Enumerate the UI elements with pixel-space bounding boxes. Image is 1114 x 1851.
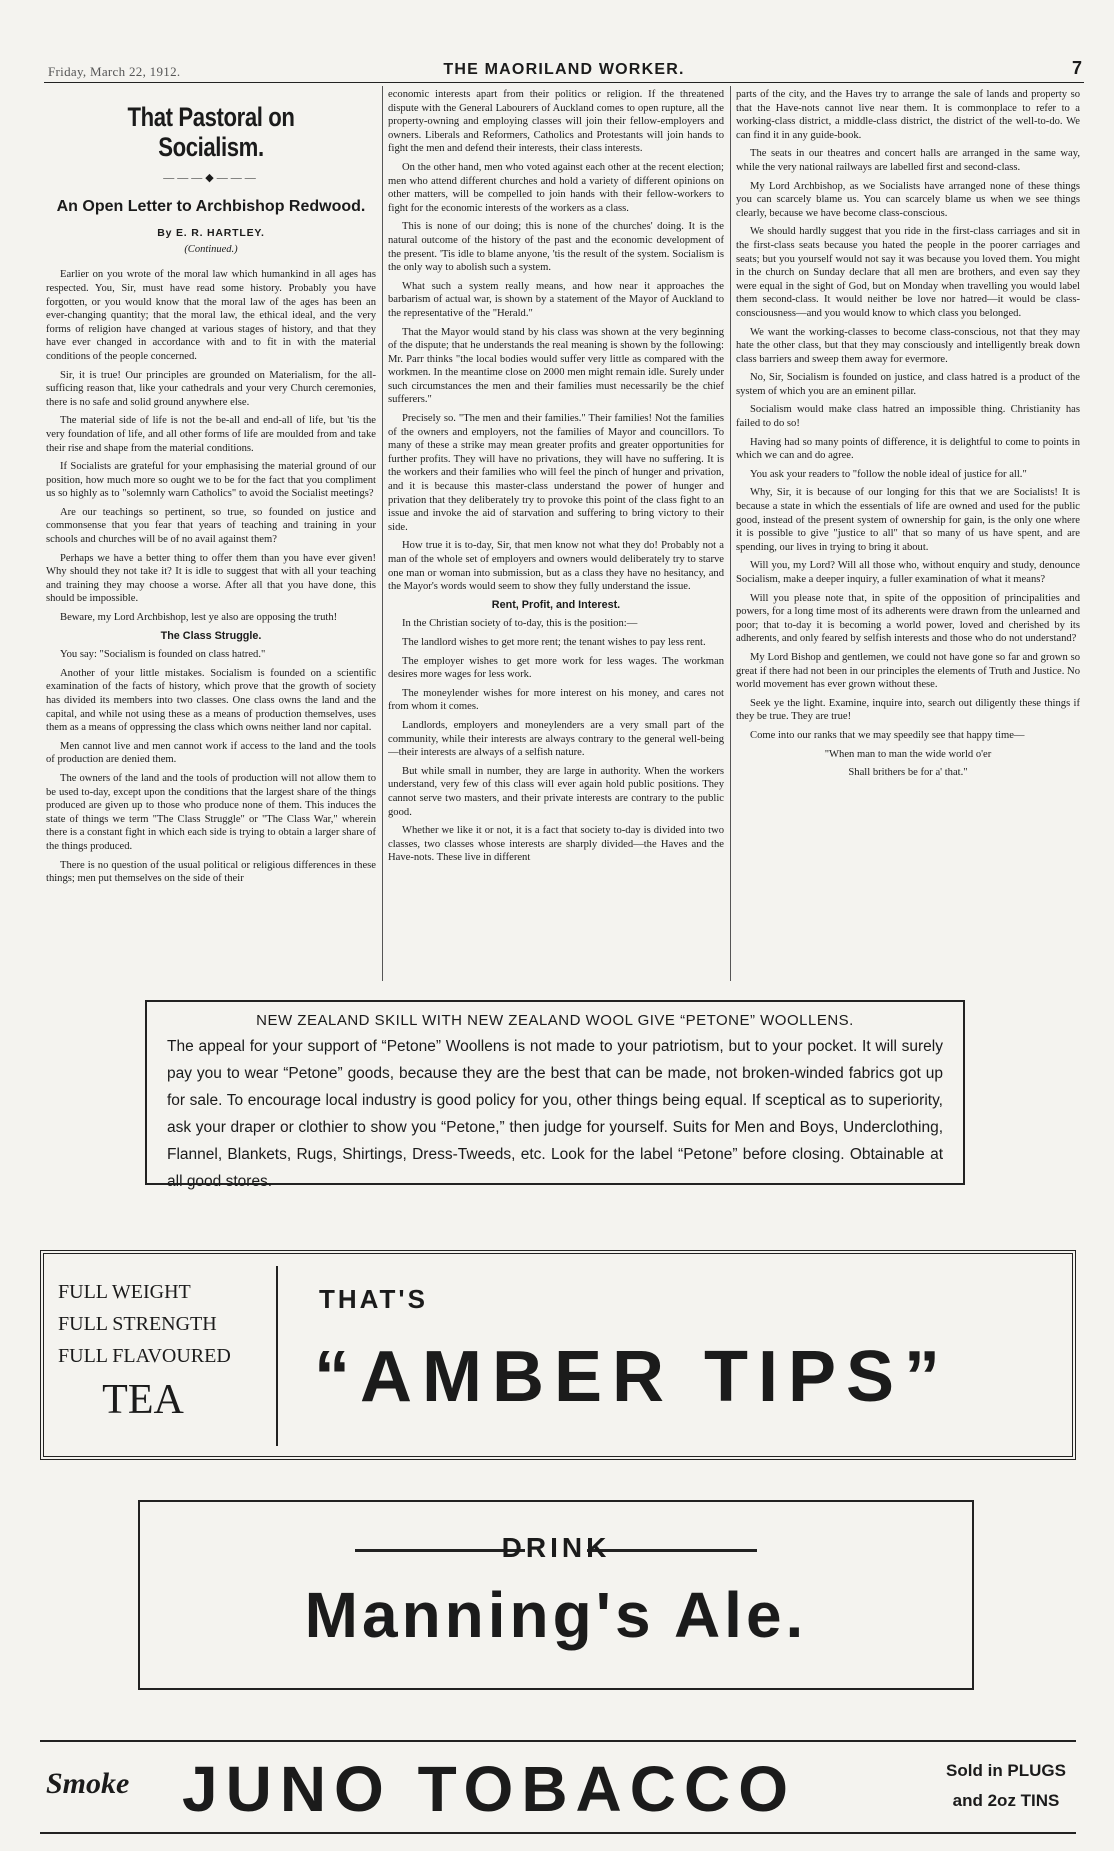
- paragraph: parts of the city, and the Haves try to arrange the sale of lands and property so that the Have-nots cannot live near them. It is commonplace to refer to a working-class district, a middle-class district, the district of the well-to-do. We can find it in any guide-book.: [736, 89, 1080, 141]
- paper-name: THE MAORILAND WORKER.: [443, 61, 685, 78]
- brand-name: JUNO TOBACCO: [182, 1753, 796, 1825]
- mannings-ale-ad: [138, 1500, 974, 1690]
- brand-name: Manning's Ale.: [304, 1579, 808, 1651]
- paragraph: Are our teachings so pertinent, so true, so founded on justice and commonsense that you fear that years of teaching and training in your schools and churches will be of no avail against them?: [46, 506, 376, 546]
- article-column-1: [46, 88, 376, 988]
- paragraph: We want the working-classes to become class-conscious, not that they may hate the other class, but that they may consciously and intelligently break down class barriers and sweep them away for evermore.: [736, 326, 1080, 365]
- paragraph: You ask your readers to "follow the noble ideal of justice for all.": [750, 468, 1027, 480]
- paragraph: The moneylender wishes for more interest on his money, and cares not from whom it comes.: [388, 687, 724, 713]
- ad-line: DRINK: [501, 1532, 611, 1563]
- paragraph: The seats in our theatres and concert halls are arranged in the same way, while the very national railways are labelled first and second-class.: [736, 148, 1080, 173]
- paragraph: Will you, my Lord? Will all those who, without enquiry and study, denounce Socialism, make a deeper inquiry, a fuller examination of what it means?: [736, 560, 1080, 585]
- paragraph: The landlord wishes to get more rent; the tenant wishes to pay less rent.: [402, 636, 706, 648]
- paragraph: Sir, it is true! Our principles are grounded on Materialism, for the all-sufficing reason that, like your cathedrals and your very Church ceremonies, there is no safe and solid ground anywhere else.: [46, 369, 376, 408]
- paragraph: Having had so many points of difference, it is delightful to come to points in which we can and do agree.: [736, 436, 1080, 462]
- ad-heading: NEW ZEALAND SKILL WITH NEW ZEALAND WOOL GIVE “PETONE” WOOLLENS.: [256, 1012, 854, 1029]
- paragraph: The employer wishes to get more work for less wages. The workman desires more wages for less work.: [388, 655, 724, 681]
- article-headline: That Pastoral on Socialism.: [127, 102, 295, 162]
- ad-line: Smoke: [46, 1767, 130, 1800]
- article-subheadline: An Open Letter to Archbishop Redwood.: [56, 197, 366, 215]
- page-number: 7: [1071, 58, 1082, 78]
- paragraph: Precisely so. "The men and their families." Their families! Not the families of the owners and employers, not the families of Mayor and councillors. To many of these a strike may mean greater profits and greater opportunities for further profits. They will have no privations, they will have no suffering. It is the workers and their families who will feel the pinch of hunger and privation, and it is because this master-class understand the power of hunger and privation that they deliberately try to provoke this point of the class fight to an issue and invoke the aid of starvation and suffering to bring victory to their side.: [388, 413, 724, 533]
- paragraph: Come into our ranks that we may speedily see that happy time—: [750, 729, 1025, 741]
- paragraph: The material side of life is not the be-all and end-all of life, but 'tis the very foundation of life, and all other forms of life are moulded from and take their rise and shape from the material conditions.: [46, 415, 376, 454]
- paragraph: Will you please note that, in spite of the opposition of principalities and powers, for a long time most of its adherents were drawn from the unlearned and poor; that to-day it is becoming a world power, loved and cherished by its adherents, and only feared by selfish interests and those who do not understand?: [736, 592, 1080, 645]
- ad-divider: [276, 1266, 278, 1446]
- paragraph: Socialism would make class hatred an impossible thing. Christianity has failed to do so!: [736, 404, 1080, 430]
- paragraph: My Lord Bishop and gentlemen, we could not have gone so far and grown so great if there had not been in our principles the elements of Truth and Justice. No world movement has ever grown without these.: [736, 651, 1080, 691]
- brand-name: “AMBER TIPS”: [314, 1337, 951, 1417]
- ad-line: FULL FLAVOURED: [58, 1345, 231, 1367]
- ad-line: and 2oz TINS: [952, 1791, 1060, 1810]
- paragraph: This is none of our doing; this is none of the churches' doing. It is the natural outcome of the history of the past and the economic development of the present. 'Tis idle to blame anyone, 'tis the result of the system. Socialism is the only way to abolish such a system.: [388, 221, 724, 274]
- amber-tips-tea-ad: [40, 1250, 1076, 1460]
- article-column-3: [736, 88, 1080, 988]
- paragraph: If Socialists are grateful for your emphasising the material ground of our position, how much more so ought we to be for the fact that you compliment us so highly as to "solemnly warn Catholics" to avoid the Socialist meetings?: [46, 461, 376, 500]
- ad-line: FULL WEIGHT: [58, 1281, 191, 1303]
- ad-body: The appeal for your support of “Petone” Woollens is not made to your patriotism, but to your pocket. It will surely pay you to wear “Petone” goods, because they are the best that can be made, not broken-winded fabrics got up for sale. To encourage local industry is good policy for you, other things being equal. If sceptical as to superiority, ask your draper or clothier to show you “Petone,” then judge for yourself. Suits for Men and Boys, Underclothing, Flannel, Blankets, Rugs, Shirtings, Dress-Tweeds, etc. Look for the label “Petone” before closing. Obtainable at all good stores.: [167, 1038, 943, 1190]
- paragraph: That the Mayor would stand by his class was shown at the very beginning of the dispute; that he understands the real meaning is shown by the following: Mr. Parr thinks "the local bodies would suffer very little as compared with the workmen. In the meantime close on 2000 men might remain idle. Surely under such circumstances the men and their families must necessarily be the chief sufferers.": [388, 326, 724, 406]
- paragraph: There is no question of the usual political or religious differences in these things; men put themselves on the side of their: [46, 859, 376, 885]
- column-rule: [382, 86, 383, 981]
- ad-line: FULL STRENGTH: [58, 1313, 217, 1335]
- paragraph: You say: "Socialism is founded on class hatred.": [60, 649, 266, 661]
- column-rule: [730, 86, 731, 981]
- article-column-2: [388, 88, 724, 988]
- masthead: [44, 60, 1084, 83]
- issue-date: Friday, March 22, 1912.: [48, 64, 181, 79]
- tea-qualities: [58, 1276, 268, 1428]
- paragraph: economic interests apart from their politics or religion. If the threatened dispute with the General Labourers of Auckland comes to open rupture, all the property-owning and employing classes will join their fellow-employers and owners. Liberals and Reformers, Catholics and Protestants will join hands to fight the men and defend their interests, their class interests.: [388, 89, 724, 155]
- paragraph: No, Sir, Socialism is founded on justice, and class hatred is a product of the system of which you are an eminent pillar.: [736, 372, 1080, 397]
- paragraph: Why, Sir, it is because of our longing for this that we are Socialists! It is because a state in which the essentials of life are owned and used for the public good, instead of the present system of ownership for gain, is the only one where it is possible to give "justice to all" that so many of us have spent, and are spending, our lives in trying to bring it about.: [736, 487, 1080, 553]
- juno-tobacco-ad: [40, 1740, 1076, 1834]
- paragraph: What such a system really means, and how near it approaches the barbarism of actual war, is shown by a statement of the Mayor of Auckland to the representative of the "Herald.": [388, 280, 724, 319]
- paragraph: Another of your little mistakes. Socialism is founded on a scientific examination of the facts of history, which prove that the growth of society has divided its members into two classes. One class owns the land and the capital, and while not using these as a means of production themselves, uses them as a means of oppressing the class which owns neither land nor capital.: [46, 667, 376, 734]
- section-heading-class-struggle: The Class Struggle.: [160, 629, 262, 642]
- paragraph: Seek ye the light. Examine, inquire into, search out diligently these things if they be true. They are true!: [736, 697, 1080, 723]
- paragraph: Earlier on you wrote of the moral law which humankind in all ages has respected. You, Sir, must have read some history. Probably you have forgotten, or you would know that the moral law of the ages has been an ever-changing quantity; that the moral law, the ethical ideal, and the very forms of religion have changed at various stages of history, and that they have ever changed in accordance with and to fit in with the material conditions of the people concerned.: [46, 269, 376, 362]
- continued-note: (Continued.): [184, 243, 238, 255]
- petone-woollens-ad: [145, 1000, 965, 1190]
- paragraph: But while small in number, they are large in authority. When the workers understand, very few of this class will ever again hold public positions. They cannot serve two masters, and their private interests are contrary to the public good.: [388, 765, 724, 818]
- paragraph: We should hardly suggest that you ride in the first-class carriages and sit in the first-class seats because you hated the people in the poorer carriages and seats; but you yourself would not say it was because you loved them. You might in the church on Sunday declare that all men are brothers, and even say they were equal in the sight of God, but on Monday when travelling you would label them second-class. It would neither be love nor hatred—it would be class-consciousness—and you would know to which class you belonged.: [736, 226, 1080, 319]
- paragraph: Men cannot live and men cannot work if access to the land and the tools of production are denied them.: [46, 740, 376, 766]
- tea-label: TEA: [102, 1377, 184, 1423]
- ad-line: Sold in PLUGS: [946, 1761, 1066, 1780]
- paragraph: My Lord Archbishop, as we Socialists have arranged none of these things you can scarcely blame us. You can scarcely blame us when we see things clearly, because we have become class-conscious.: [736, 180, 1080, 219]
- paragraph: Beware, my Lord Archbishop, lest ye also are opposing the truth!: [60, 612, 338, 624]
- section-heading-rent-profit-interest: Rent, Profit, and Interest.: [491, 598, 621, 611]
- paragraph: How true it is to-day, Sir, that men know not what they do! Probably not a man of the whole set of employers and owners would deliberately try to starve one man or woman into submission, but as a class they have no hesitancy, and the Mayor's words would seem to show they fully understand the issue.: [388, 540, 724, 593]
- verse-line: "When man to man the wide world o'er: [824, 748, 992, 760]
- paragraph: Perhaps we have a better thing to offer them than you have ever given! Why should they not take it? It is idle to suggest that with all your teaching and training they may choose a worse. After all that you have done, this should be impossible.: [46, 552, 376, 605]
- paragraph: On the other hand, men who voted against each other at the recent election; men who attend different churches and hold a variety of different opinions on other matters, will be compelled to join hands with their fellow-workers to fight for the economic interests of the workers as a class.: [388, 161, 724, 214]
- ornament-divider: ———◆———: [163, 172, 259, 184]
- sold-in-note: [946, 1756, 1066, 1816]
- verse-line: Shall brithers be for a' that.": [848, 767, 968, 779]
- ad-line: THAT'S: [319, 1284, 428, 1314]
- byline: By E. R. HARTLEY.: [157, 227, 265, 240]
- paragraph: The owners of the land and the tools of production will not allow them to be used to-day, except upon the conditions that the largest share of the things produced are given up to those who produce none of them. This induces the state of things we term "The Class Struggle" or "The Class War," wherein there is a constant fight in which each side is trying to obtain a larger share of the things produced.: [46, 772, 376, 852]
- paragraph: Landlords, employers and moneylenders are a very small part of the community, while their interests are always contrary to the general well-being—their interests are always of a selfish nature.: [388, 719, 724, 759]
- paragraph: In the Christian society of to-day, this is the position:—: [402, 618, 638, 630]
- paragraph: Whether we like it or not, it is a fact that society to-day is divided into two classes, two classes whose interests are sharply divided—the Haves and the Have-nots. These live in different: [388, 825, 724, 864]
